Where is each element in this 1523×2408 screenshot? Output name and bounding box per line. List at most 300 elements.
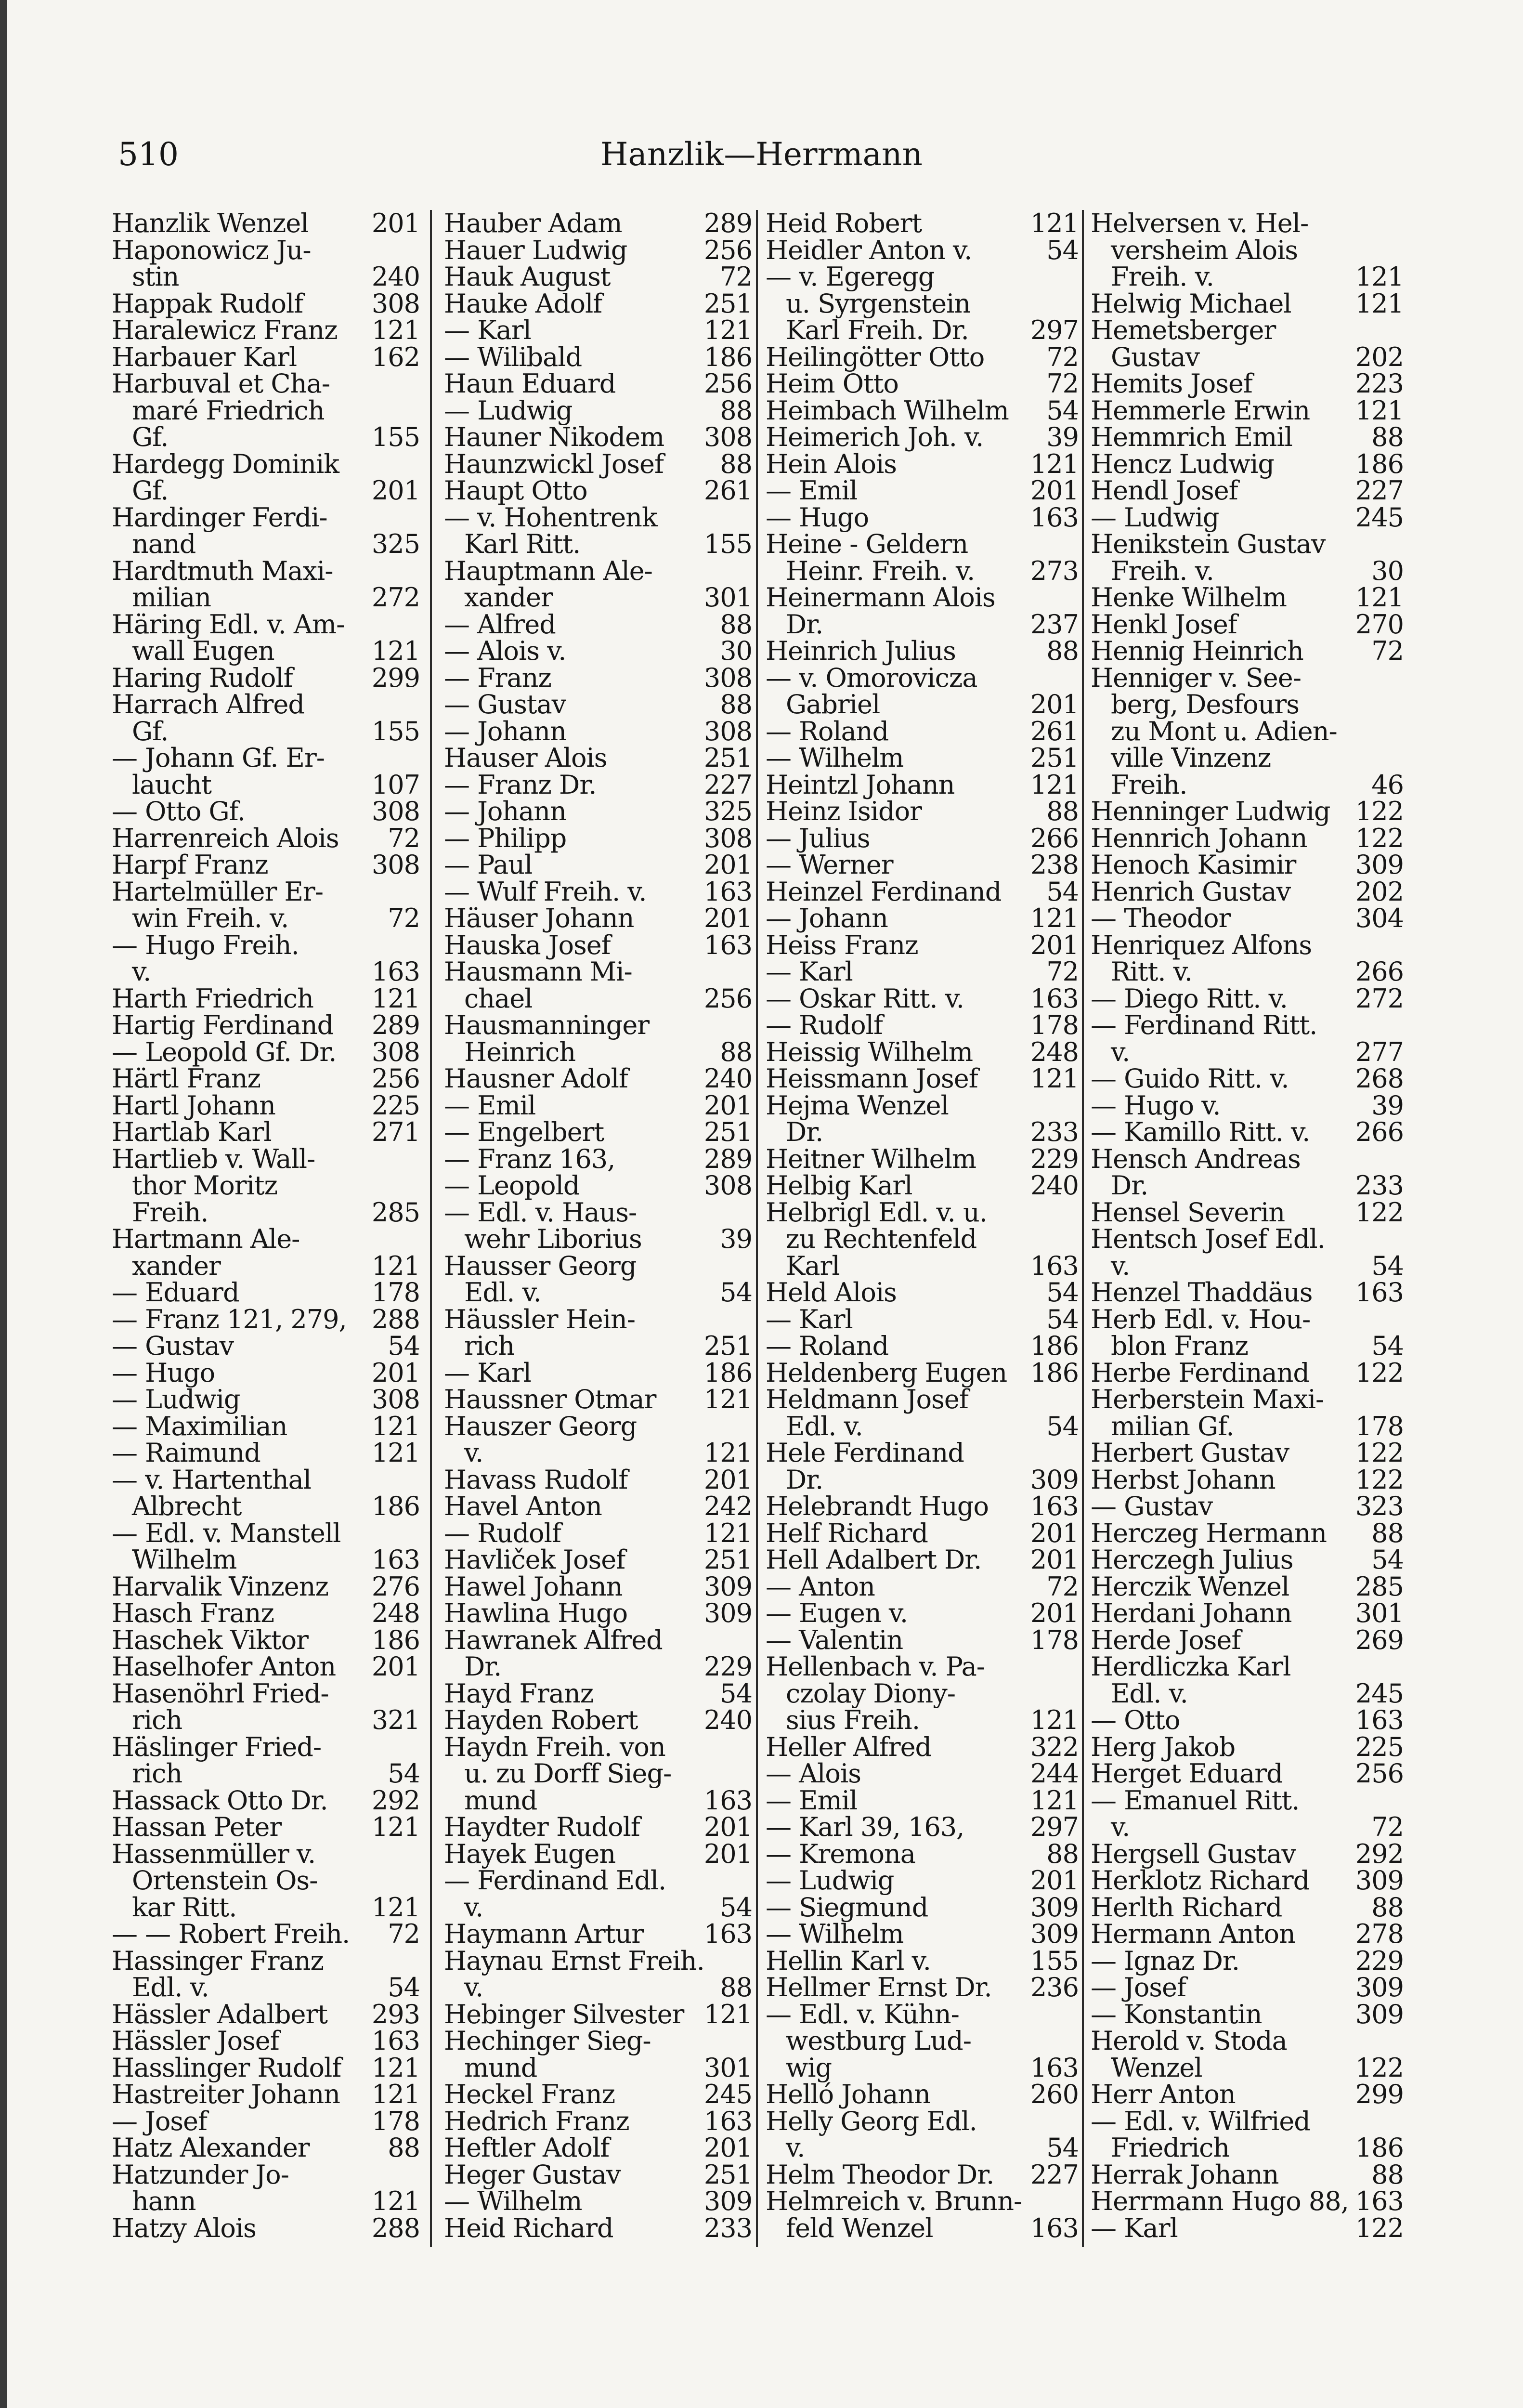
entry-page-ref: 163	[1030, 502, 1079, 533]
index-entry	[112, 1333, 420, 1360]
entry-page-ref: 242	[703, 1491, 752, 1521]
entry-name: — Julius	[766, 823, 870, 853]
entry-page-ref: 121	[371, 2079, 420, 2109]
entry-page-ref: 289	[703, 210, 752, 238]
entry-page-ref: 178	[1030, 1010, 1079, 1040]
entry-name: — Karl	[444, 1357, 531, 1388]
entry-name: — Eugen v.	[766, 1598, 908, 1628]
entry-name: Henikstein Gustav	[1091, 529, 1326, 559]
index-entry	[444, 1199, 752, 1226]
entry-page-ref: 54	[388, 1758, 420, 1789]
index-entry	[1091, 1143, 1404, 1174]
index-entry	[444, 1814, 752, 1841]
index-entry	[1091, 718, 1404, 745]
index-entry	[1091, 2212, 1404, 2243]
index-entry	[444, 2108, 752, 2135]
index-entry	[1091, 263, 1404, 290]
entry-page-ref: 272	[1355, 983, 1404, 1014]
entry-page-ref: 121	[371, 2052, 420, 2083]
index-entry	[766, 2188, 1079, 2215]
entry-name: Hardegg Dominik	[112, 448, 339, 479]
entry-name: — Josef	[112, 2106, 207, 2136]
index-entry	[444, 1867, 752, 1894]
entry-name: Hemmerle Erwin	[1091, 395, 1310, 426]
entry-name: Hejma Wenzel	[766, 1090, 949, 1121]
index-entry	[1091, 1653, 1404, 1680]
entry-name: Herr Anton	[1091, 2079, 1236, 2109]
entry-name: ville Vinzenz	[1111, 743, 1271, 773]
entry-page-ref: 201	[371, 1651, 420, 1682]
entry-name: Hemetsberger	[1091, 315, 1276, 345]
entry-page-ref: 88	[720, 689, 752, 720]
entry-name: kar Ritt.	[132, 1892, 237, 1923]
entry-name: — Alois v.	[444, 636, 566, 666]
index-entry	[766, 2081, 1079, 2108]
index-entry	[766, 504, 1079, 531]
entry-name: Hendl Josef	[1091, 475, 1238, 506]
entry-name: Helf Richard	[766, 1518, 928, 1548]
index-entry	[444, 662, 752, 693]
index-entry	[112, 1707, 420, 1734]
entry-name: Hassack Otto Dr.	[112, 1785, 328, 1816]
entry-name: — Johann	[444, 796, 566, 826]
entry-page-ref: 88	[720, 1036, 752, 1067]
entry-name: — Edl. v. Wilfried	[1091, 2106, 1310, 2136]
index-entry	[444, 611, 752, 638]
entry-page-ref: 121	[703, 1518, 752, 1548]
entry-name: Hellin Karl v.	[766, 1945, 931, 1976]
entry-name: — Wulf Freih. v.	[444, 876, 647, 907]
index-entry	[444, 210, 752, 237]
entry-name: Heid Richard	[444, 2212, 613, 2243]
entry-name: Helversen v. Hel-	[1091, 210, 1309, 238]
index-entry	[112, 691, 420, 718]
entry-name: — Gustav	[1091, 1491, 1213, 1521]
index-entry	[1091, 825, 1404, 852]
entry-name: Herrmann Hugo 88,	[1091, 2186, 1349, 2216]
entry-page-ref: 201	[1030, 1544, 1079, 1575]
entry-page-ref: 309	[1030, 1464, 1079, 1495]
entry-page-ref: 155	[371, 716, 420, 746]
entry-name: Harbuval et Cha-	[112, 368, 330, 399]
index-entry	[1091, 1707, 1404, 1734]
index-entry	[766, 1306, 1079, 1333]
entry-name: milian	[132, 582, 211, 613]
index-entry	[444, 851, 752, 878]
index-entry	[766, 1226, 1079, 1253]
entry-name: Dr.	[786, 609, 823, 640]
index-entry	[1091, 2134, 1404, 2161]
column-rule	[756, 210, 758, 2247]
entry-name: — Emil	[444, 1090, 536, 1121]
entry-page-ref: 72	[1371, 636, 1404, 666]
entry-name: Hennig Heinrich	[1091, 636, 1303, 666]
index-entry	[1091, 1520, 1404, 1547]
index-entry	[766, 2028, 1079, 2055]
entry-name: — Raimund	[112, 1438, 260, 1468]
entry-name: — Franz Dr.	[444, 769, 597, 800]
entry-name: Wilhelm	[132, 1544, 237, 1575]
index-entry	[766, 1814, 1079, 1841]
entry-page-ref: 178	[371, 1277, 420, 1308]
index-entry	[112, 1092, 420, 1119]
entry-name: mund	[464, 1785, 537, 1816]
entry-name: Heintzl Johann	[766, 769, 955, 800]
index-entry	[1091, 2108, 1404, 2135]
entry-page-ref: 201	[371, 1357, 420, 1388]
entry-name: mund	[464, 2052, 537, 2083]
entry-page-ref: 225	[1355, 1731, 1404, 1762]
entry-name: Häslinger Fried-	[112, 1731, 322, 1762]
entry-name: — Edl. v. Manstell	[112, 1518, 341, 1548]
index-entry	[1091, 1573, 1404, 1600]
entry-name: v.	[1111, 1812, 1130, 1842]
column-rule	[1082, 210, 1084, 2247]
entry-name: Havel Anton	[444, 1491, 602, 1521]
entry-name: Freih.	[132, 1197, 208, 1228]
entry-name: Hauptmann Ale-	[444, 555, 652, 586]
entry-page-ref: 309	[1355, 1865, 1404, 1896]
entry-name: Heinz Isidor	[766, 796, 922, 826]
index-entry	[766, 1413, 1079, 1440]
entry-page-ref: 163	[1355, 2186, 1404, 2216]
entry-page-ref: 309	[1355, 1999, 1404, 2029]
entry-page-ref: 122	[1355, 823, 1404, 853]
index-entry	[112, 1012, 420, 1039]
index-entry	[1091, 1466, 1404, 1493]
index-entry	[112, 2028, 420, 2055]
index-entry	[1091, 878, 1404, 905]
index-entry	[112, 210, 420, 237]
index-entry	[766, 210, 1079, 237]
entry-name: Haupt Otto	[444, 475, 587, 506]
index-entry	[112, 584, 420, 611]
entry-name: Ortenstein Os-	[132, 1865, 318, 1896]
entry-name: Heinr. Freih. v.	[786, 555, 975, 586]
index-entry	[1091, 504, 1404, 531]
entry-page-ref: 201	[703, 2133, 752, 2163]
entry-name: Hatz Alexander	[112, 2133, 310, 2163]
entry-name: Hebinger Silvester	[444, 1999, 684, 2029]
entry-name: Dr.	[786, 1117, 823, 1147]
index-entry	[112, 424, 420, 451]
entry-page-ref: 245	[703, 2079, 752, 2109]
entry-page-ref: 186	[371, 1624, 420, 1655]
index-entry	[444, 1386, 752, 1413]
index-entry	[444, 1250, 752, 1281]
entry-name: Henkl Josef	[1091, 609, 1237, 640]
entry-page-ref: 304	[1355, 903, 1404, 933]
entry-page-ref: 301	[703, 2052, 752, 2083]
entry-name: Hatzunder Jo-	[112, 2159, 289, 2190]
entry-page-ref: 251	[703, 288, 752, 319]
index-entry	[766, 1466, 1079, 1493]
entry-name: Hergsell Gustav	[1091, 1838, 1296, 1869]
index-entry	[444, 718, 752, 745]
entry-page-ref: 121	[371, 2186, 420, 2216]
entry-name: Haydn Freih. von	[444, 1731, 665, 1762]
entry-name: versheim Alois	[1111, 235, 1298, 265]
index-entry	[112, 718, 420, 745]
entry-page-ref: 256	[371, 1063, 420, 1094]
entry-name: Heinzel Ferdinand	[766, 876, 1002, 907]
entry-page-ref: 186	[1355, 2133, 1404, 2163]
entry-name: Harvalik Vinzenz	[112, 1571, 328, 1602]
index-entry	[1091, 1945, 1404, 1976]
entry-page-ref: 178	[371, 2106, 420, 2136]
entry-name: Herold v. Stoda	[1091, 2026, 1287, 2056]
entry-name: Freih. v.	[1111, 262, 1214, 292]
entry-page-ref: 163	[1355, 1705, 1404, 1735]
index-entry	[444, 2188, 752, 2215]
entry-name: — Karl	[766, 956, 853, 987]
index-entry	[766, 1143, 1079, 1174]
entry-name: — Hugo	[766, 502, 869, 533]
index-entry	[112, 2188, 420, 2215]
index-entry	[444, 2081, 752, 2108]
entry-page-ref: 163	[371, 956, 420, 987]
index-entry	[444, 2161, 752, 2188]
entry-page-ref: 309	[1355, 1972, 1404, 2002]
entry-name: Hemmrich Emil	[1091, 422, 1292, 452]
entry-name: Freih.	[1111, 769, 1187, 800]
entry-name: Hencz Ludwig	[1091, 448, 1274, 479]
index-entry	[766, 611, 1079, 638]
entry-name: Heiss Franz	[766, 929, 918, 960]
index-entry	[766, 1012, 1079, 1039]
entry-page-ref: 122	[1355, 2052, 1404, 2083]
entry-page-ref: 88	[720, 1972, 752, 2002]
entry-page-ref: 54	[1046, 1277, 1079, 1308]
entry-name: — Ferdinand Ritt.	[1091, 1010, 1317, 1040]
index-entry	[1091, 905, 1404, 932]
index-entry	[1091, 851, 1404, 878]
index-entry	[1091, 1012, 1404, 1039]
entry-page-ref: 72	[720, 262, 752, 292]
entry-name: Heger Gustav	[444, 2159, 621, 2190]
index-entry	[112, 1357, 420, 1388]
entry-name: — Kamillo Ritt. v.	[1091, 1117, 1310, 1147]
entry-name: Heinrich	[464, 1036, 576, 1067]
index-entry	[1091, 2001, 1404, 2028]
index-entry	[112, 878, 420, 905]
index-entry	[112, 929, 420, 960]
index-entry	[766, 1787, 1079, 1814]
index-entry	[112, 1440, 420, 1466]
entry-name: — v. Egeregg	[766, 262, 935, 292]
entry-name: wehr Liborius	[464, 1224, 642, 1254]
entry-page-ref: 186	[703, 341, 752, 372]
entry-name: Karl Ritt.	[464, 529, 581, 559]
entry-page-ref: 54	[1046, 395, 1079, 426]
entry-name: — Otto	[1091, 1705, 1180, 1735]
index-entry	[112, 2134, 420, 2161]
entry-page-ref: 308	[703, 662, 752, 693]
entry-page-ref: 269	[1355, 1624, 1404, 1655]
entry-page-ref: 236	[1030, 1972, 1079, 2002]
index-entry	[766, 1172, 1079, 1199]
entry-name: Henriquez Alfons	[1091, 929, 1312, 960]
entry-page-ref: 245	[1355, 1678, 1404, 1709]
entry-page-ref: 202	[1355, 341, 1404, 372]
index-entry	[766, 1838, 1079, 1869]
entry-page-ref: 201	[1030, 689, 1079, 720]
entry-page-ref: 201	[703, 1838, 752, 1869]
index-entry	[112, 531, 420, 558]
index-entry	[1091, 237, 1404, 264]
entry-name: Hasenöhrl Fried-	[112, 1678, 329, 1709]
index-entry	[766, 1386, 1079, 1413]
entry-page-ref: 163	[703, 876, 752, 907]
index-entry	[766, 769, 1079, 800]
entry-name: Herrak Johann	[1091, 2159, 1279, 2190]
entry-name: Haralewicz Franz	[112, 315, 338, 345]
index-entry	[112, 1921, 420, 1948]
entry-name: Hechinger Sieg-	[444, 2026, 651, 2056]
index-entry	[1091, 638, 1404, 665]
index-entry	[112, 662, 420, 693]
entry-name: Härtl Franz	[112, 1063, 260, 1094]
entry-name: Herbe Ferdinand	[1091, 1357, 1309, 1388]
entry-name: — Ludwig	[1091, 502, 1219, 533]
index-entry	[444, 1226, 752, 1253]
index-entry	[1091, 397, 1404, 424]
entry-name: Häring Edl. v. Am-	[112, 609, 345, 640]
entry-page-ref: 88	[1371, 1518, 1404, 1548]
entry-name: Edl. v.	[464, 1277, 541, 1308]
entry-page-ref: 107	[371, 769, 420, 800]
entry-name: Hastreiter Johann	[112, 2079, 340, 2109]
index-entry	[112, 1413, 420, 1440]
index-column-3	[766, 210, 1079, 2252]
index-entry	[766, 2001, 1079, 2028]
entry-name: xander	[464, 582, 553, 613]
index-entry	[444, 448, 752, 479]
entry-page-ref: 229	[1030, 1143, 1079, 1174]
entry-page-ref: 88	[1046, 1838, 1079, 1869]
entry-name: Hele Ferdinand	[766, 1438, 964, 1468]
index-entry	[444, 1413, 752, 1440]
entry-name: Hentsch Josef Edl.	[1091, 1224, 1325, 1254]
index-entry	[766, 370, 1079, 397]
entry-page-ref: 238	[1030, 850, 1079, 880]
entry-page-ref: 233	[703, 2212, 752, 2243]
entry-name: Heitner Wilhelm	[766, 1143, 976, 1174]
entry-page-ref: 325	[703, 796, 752, 826]
index-entry	[112, 2081, 420, 2108]
entry-name: Herbert Gustav	[1091, 1438, 1289, 1468]
entry-name: — v. Hohentrenk	[444, 502, 657, 533]
entry-page-ref: 308	[703, 716, 752, 746]
index-entry	[766, 1333, 1079, 1360]
entry-page-ref: 122	[1355, 2212, 1404, 2243]
entry-page-ref: 121	[371, 1411, 420, 1441]
entry-name: — Karl	[766, 1304, 853, 1335]
entry-page-ref: 163	[703, 2106, 752, 2136]
entry-name: Dr.	[786, 1464, 823, 1495]
entry-page-ref: 72	[388, 823, 420, 853]
entry-name: — Roland	[766, 1331, 889, 1361]
entry-name: stin	[132, 262, 179, 292]
entry-page-ref: 186	[1030, 1357, 1079, 1388]
index-entry	[444, 1731, 752, 1762]
entry-page-ref: 186	[1030, 1331, 1079, 1361]
entry-page-ref: 186	[1355, 448, 1404, 479]
entry-name: — Guido Ritt. v.	[1091, 1063, 1289, 1094]
index-column-4	[1091, 210, 1404, 2252]
entry-name: Hauszer Georg	[444, 1411, 637, 1441]
entry-page-ref: 72	[1046, 956, 1079, 987]
entry-name: Heine - Geldern	[766, 529, 968, 559]
index-entry	[766, 1653, 1079, 1680]
entry-name: Gf.	[132, 422, 169, 452]
index-entry	[444, 1012, 752, 1039]
entry-page-ref: 308	[371, 288, 420, 319]
entry-name: — Siegmund	[766, 1892, 928, 1923]
index-entry	[112, 958, 420, 985]
index-entry	[444, 1065, 752, 1092]
index-entry	[766, 1493, 1079, 1520]
entry-name: Harrenreich Alois	[112, 823, 339, 853]
entry-page-ref: 54	[720, 1678, 752, 1709]
index-entry	[112, 1172, 420, 1199]
entry-page-ref: 121	[1030, 903, 1079, 933]
index-entry	[444, 2052, 752, 2083]
index-entry	[444, 1600, 752, 1627]
index-entry	[766, 424, 1079, 451]
index-entry	[112, 397, 420, 424]
index-entry	[766, 1974, 1079, 2001]
index-entry	[444, 317, 752, 344]
entry-name: Friedrich	[1111, 2133, 1230, 2163]
entry-name: Edl. v.	[786, 1411, 863, 1441]
entry-page-ref: 308	[703, 1170, 752, 1201]
index-entry	[766, 1357, 1079, 1388]
entry-name: — Theodor	[1091, 903, 1231, 933]
entry-name: Helly Georg Edl.	[766, 2106, 977, 2136]
entry-page-ref: 309	[1030, 1892, 1079, 1923]
entry-page-ref: 163	[1355, 1277, 1404, 1308]
entry-page-ref: 322	[1030, 1731, 1079, 1762]
index-entry	[112, 1814, 420, 1841]
entry-name: Hartlieb v. Wall-	[112, 1143, 315, 1174]
entry-name: Hardtmuth Maxi-	[112, 555, 333, 586]
index-entry	[112, 237, 420, 264]
index-entry	[112, 1520, 420, 1547]
entry-page-ref: 308	[703, 823, 752, 853]
entry-page-ref: 186	[703, 1357, 752, 1388]
entry-page-ref: 237	[1030, 609, 1079, 640]
index-entry	[112, 370, 420, 397]
entry-name: Harth Friedrich	[112, 983, 313, 1014]
entry-page-ref: 285	[1355, 1571, 1404, 1602]
index-entry	[444, 397, 752, 424]
entry-page-ref: 309	[1030, 1919, 1079, 1949]
entry-page-ref: 268	[1355, 1063, 1404, 1094]
index-entry	[766, 1520, 1079, 1547]
index-entry	[766, 341, 1079, 372]
entry-name: Harpf Franz	[112, 850, 268, 880]
entry-page-ref: 121	[703, 1438, 752, 1468]
index-entry	[1091, 691, 1404, 718]
entry-page-ref: 202	[1355, 876, 1404, 907]
entry-name: v.	[464, 1972, 483, 2002]
entry-name: v.	[464, 1438, 483, 1468]
entry-name: Hässler Adalbert	[112, 1999, 327, 2029]
index-entry	[112, 905, 420, 932]
index-entry	[766, 2052, 1079, 2083]
entry-page-ref: 321	[371, 1705, 420, 1735]
